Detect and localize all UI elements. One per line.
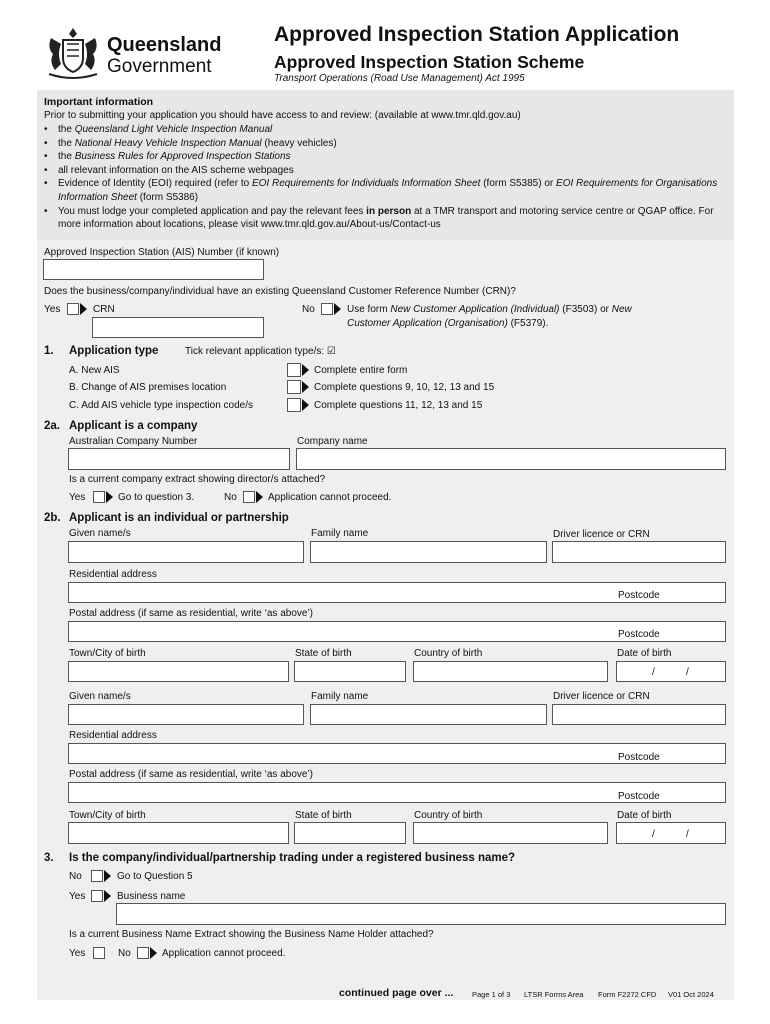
coat-of-arms-icon	[43, 24, 103, 82]
company-name-input[interactable]	[296, 448, 726, 470]
crn-question: Does the business/company/individual have an existing Queensland Customer Reference Number (CRN)?	[44, 286, 516, 297]
postcode-label: Postcode	[618, 791, 660, 802]
arrow-icon	[80, 303, 87, 315]
section-2b-number: 2b.	[44, 512, 61, 524]
arrow-icon	[302, 399, 309, 411]
crn-yes-label: Yes	[44, 304, 61, 315]
crn-no-checkbox[interactable]	[321, 303, 333, 315]
crn-label: CRN	[93, 304, 115, 315]
bn-extract-yes-checkbox[interactable]	[93, 947, 105, 959]
option-c-label: C. Add AIS vehicle type inspection code/s	[69, 400, 253, 411]
country-input[interactable]	[413, 661, 608, 682]
business-no-action: Go to Question 5	[117, 871, 193, 882]
option-b-label: B. Change of AIS premises location	[69, 382, 227, 393]
arrow-icon	[302, 381, 309, 393]
qld-government-logo	[43, 24, 223, 84]
bn-extract-no-label: No	[118, 948, 131, 959]
state-input[interactable]	[294, 822, 406, 844]
arrow-icon	[334, 303, 341, 315]
postal-label: Postal address (if same as residential, write ‘as above’)	[69, 608, 313, 619]
list-item: • the Business Rules for Approved Inspection Stations	[44, 150, 729, 164]
company-name-label: Company name	[297, 436, 368, 447]
dob-input[interactable]	[616, 822, 726, 844]
licence-input[interactable]	[552, 704, 726, 725]
list-item: • the Queensland Light Vehicle Inspection Manual	[44, 123, 729, 137]
bn-extract-yes-label: Yes	[69, 948, 86, 959]
state-label: State of birth	[295, 648, 352, 659]
list-item: • Evidence of Identity (EOI) required (refer to EOI Requirements for Individuals Information Sheet (form S5385) or EOI Requirements for Organisations Information Sheet (form S5386)	[44, 177, 729, 204]
dob-slash: /	[686, 829, 689, 840]
extract-no-action: Application cannot proceed.	[268, 492, 392, 503]
country-label: Country of birth	[414, 648, 483, 659]
section-1-title: Application type	[69, 345, 159, 357]
extract-no-checkbox[interactable]	[243, 491, 255, 503]
option-b-checkbox[interactable]	[287, 380, 301, 394]
section-2a-number: 2a.	[44, 420, 60, 432]
acn-input[interactable]	[68, 448, 290, 470]
extract-no-label: No	[224, 492, 237, 503]
bn-extract-no-checkbox[interactable]	[137, 947, 149, 959]
option-a-label: A. New AIS	[69, 365, 120, 376]
section-2b-title: Applicant is an individual or partnership	[69, 512, 289, 524]
logo-queensland: Queensland	[107, 34, 222, 56]
dob-slash: /	[686, 667, 689, 678]
option-b-action: Complete questions 9, 10, 12, 13 and 15	[314, 382, 495, 393]
given-name-input[interactable]	[68, 541, 304, 563]
use-form-note: Use form New Customer Application (Individual) (F3503) or New	[347, 304, 632, 315]
residential-label: Residential address	[69, 569, 157, 580]
tick-box-icon: ☑	[326, 346, 336, 357]
town-input[interactable]	[68, 661, 289, 682]
given-name-label: Given name/s	[69, 691, 131, 702]
postcode-label: Postcode	[618, 752, 660, 763]
state-input[interactable]	[294, 661, 406, 682]
important-heading: Important information	[44, 96, 154, 108]
licence-label: Driver licence or CRN	[553, 529, 650, 540]
family-name-input[interactable]	[310, 704, 547, 725]
list-item: • all relevant information on the AIS scheme webpages	[44, 164, 729, 178]
licence-label: Driver licence or CRN	[553, 691, 650, 702]
town-label: Town/City of birth	[69, 648, 146, 659]
bn-extract-no-action: Application cannot proceed.	[162, 948, 286, 959]
use-form-note-2: Customer Application (Organisation) (F5379).	[347, 318, 549, 329]
town-label: Town/City of birth	[69, 810, 146, 821]
company-extract-question: Is a current company extract showing director/s attached?	[69, 474, 326, 485]
option-c-action: Complete questions 11, 12, 13 and 15	[314, 400, 483, 411]
state-label: State of birth	[295, 810, 352, 821]
postcode-label: Postcode	[618, 590, 660, 601]
acn-label: Australian Company Number	[69, 436, 198, 447]
crn-no-label: No	[302, 304, 315, 315]
business-name-input[interactable]	[116, 903, 726, 925]
arrow-icon	[256, 491, 263, 503]
crn-yes-checkbox[interactable]	[67, 303, 79, 315]
dob-input[interactable]	[616, 661, 726, 682]
dob-slash: /	[652, 829, 655, 840]
business-name-label: Business name	[117, 891, 186, 902]
important-bullets	[44, 123, 729, 232]
logo-government: Government	[107, 56, 212, 77]
residential-label: Residential address	[69, 730, 157, 741]
business-extract-question: Is a current Business Name Extract showing the Business Name Holder attached?	[69, 929, 434, 940]
given-name-input[interactable]	[68, 704, 304, 725]
ais-number-label: Approved Inspection Station (AIS) Number (if known)	[44, 247, 280, 258]
town-input[interactable]	[68, 822, 289, 844]
given-name-label: Given name/s	[69, 528, 131, 539]
crn-input[interactable]	[92, 317, 264, 338]
country-label: Country of birth	[414, 810, 483, 821]
business-no-checkbox[interactable]	[91, 870, 103, 882]
page-number: Page 1 of 3	[472, 990, 511, 999]
act-reference: Transport Operations (Road Use Management) Act 1995	[274, 73, 525, 84]
option-a-checkbox[interactable]	[287, 363, 301, 377]
extract-yes-checkbox[interactable]	[93, 491, 105, 503]
business-no-label: No	[69, 871, 82, 882]
list-item: • the National Heavy Vehicle Inspection Manual (heavy vehicles)	[44, 137, 729, 151]
dob-slash: /	[652, 667, 655, 678]
arrow-icon	[104, 870, 111, 882]
forms-area: LTSR Forms Area	[524, 990, 584, 999]
page-subtitle: Approved Inspection Station Scheme	[274, 52, 585, 72]
section-1-number: 1.	[44, 345, 54, 357]
form-number: Form F2272 CFD	[598, 990, 657, 999]
country-input[interactable]	[413, 822, 608, 844]
important-intro: Prior to submitting your application you should have access to and review: (available at www.tmr.qld.gov.au)	[44, 110, 521, 121]
section-2a-title: Applicant is a company	[69, 420, 198, 432]
postal-label: Postal address (if same as residential, write ‘as above’)	[69, 769, 313, 780]
section-3-number: 3.	[44, 852, 54, 864]
continued-note: continued page over ...	[339, 987, 454, 999]
extract-yes-action: Go to question 3.	[118, 492, 195, 503]
dob-label: Date of birth	[617, 810, 672, 821]
arrow-icon	[302, 364, 309, 376]
form-version: V01 Oct 2024	[668, 990, 714, 999]
family-name-label: Family name	[311, 691, 369, 702]
licence-input[interactable]	[552, 541, 726, 563]
family-name-label: Family name	[311, 528, 369, 539]
business-yes-label: Yes	[69, 891, 86, 902]
section-3-title: Is the company/individual/partnership trading under a registered business name?	[69, 852, 516, 864]
family-name-input[interactable]	[310, 541, 547, 563]
arrow-icon	[150, 947, 157, 959]
extract-yes-label: Yes	[69, 492, 86, 503]
postcode-label: Postcode	[618, 629, 660, 640]
list-item: • You must lodge your completed application and pay the relevant fees in person at a TMR transport and motoring service centre or QGAP office. For more information about locations, please visit www.tmr.qld.gov.au/About-us/Contact-us	[44, 205, 729, 232]
arrow-icon	[106, 491, 113, 503]
ais-number-input[interactable]	[43, 259, 264, 280]
option-a-action: Complete entire form	[314, 365, 408, 376]
page-title: Approved Inspection Station Application	[274, 23, 680, 46]
arrow-icon	[104, 890, 111, 902]
dob-label: Date of birth	[617, 648, 672, 659]
business-yes-checkbox[interactable]	[91, 890, 103, 902]
option-c-checkbox[interactable]	[287, 398, 301, 412]
section-1-hint: Tick relevant application type/s: ☑	[185, 346, 336, 357]
